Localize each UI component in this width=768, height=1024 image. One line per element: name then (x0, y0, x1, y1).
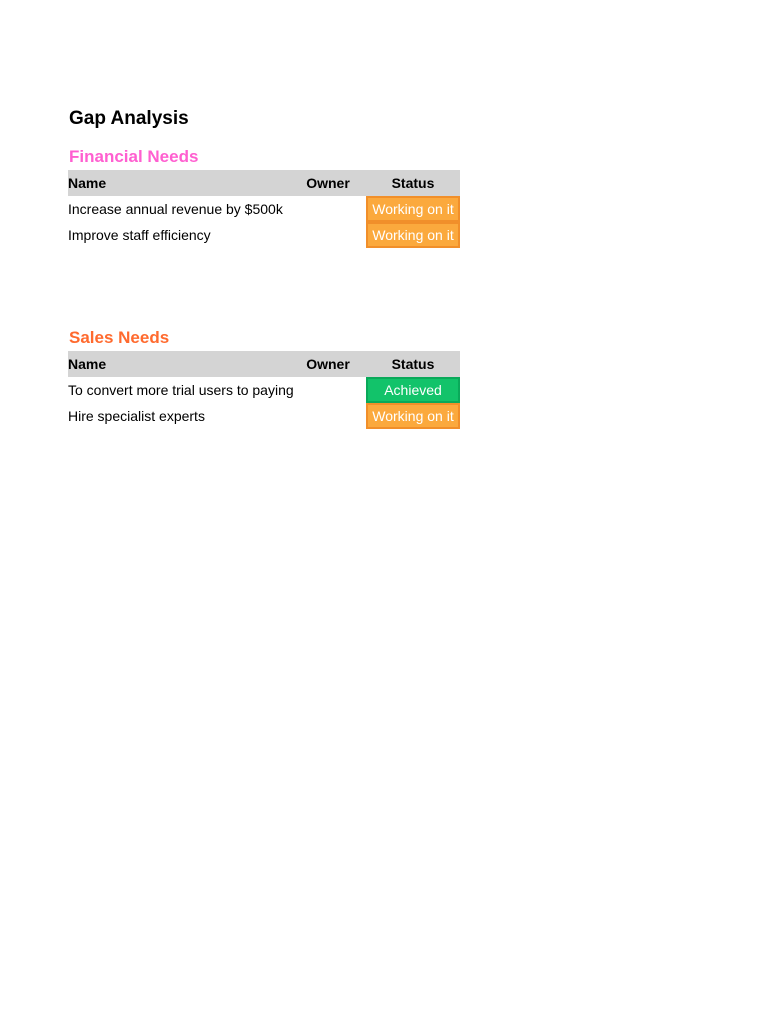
column-header-owner: Owner (306, 356, 350, 372)
sales-needs-section (68, 327, 460, 429)
status-cell (366, 403, 460, 429)
status-cell (366, 222, 460, 248)
status-cell (366, 196, 460, 222)
table-row (68, 377, 460, 403)
need-name-cell: Increase annual revenue by $500k (68, 201, 283, 217)
status-badge[interactable]: Achieved (366, 377, 460, 403)
column-header-status: Status (391, 175, 435, 191)
financial-needs-section (68, 146, 460, 248)
table-row (68, 403, 460, 429)
column-header-status: Status (391, 356, 435, 372)
need-name-cell: Hire specialist experts (68, 408, 205, 424)
owner-cell[interactable] (290, 222, 366, 248)
owner-cell[interactable] (290, 403, 366, 429)
status-badge[interactable]: Working on it (366, 222, 460, 248)
status-badge[interactable]: Working on it (366, 403, 460, 429)
status-cell (366, 377, 460, 403)
financial-needs-table (68, 170, 460, 248)
need-name-cell: To convert more trial users to paying (68, 382, 294, 398)
owner-cell[interactable] (290, 196, 366, 222)
column-header-name: Name (68, 356, 107, 372)
section-title-financial-needs: Financial Needs (69, 147, 199, 166)
sales-needs-table (68, 351, 460, 429)
table-row (68, 196, 460, 222)
table-header-row (68, 351, 460, 377)
column-header-name: Name (68, 175, 107, 191)
need-name-cell: Improve staff efficiency (68, 227, 211, 243)
owner-cell[interactable] (290, 377, 366, 403)
column-header-owner: Owner (306, 175, 350, 191)
table-header-row (68, 170, 460, 196)
status-badge[interactable]: Working on it (366, 196, 460, 222)
table-row (68, 222, 460, 248)
section-title-sales-needs: Sales Needs (69, 328, 170, 347)
page-title: Gap Analysis (69, 108, 189, 129)
